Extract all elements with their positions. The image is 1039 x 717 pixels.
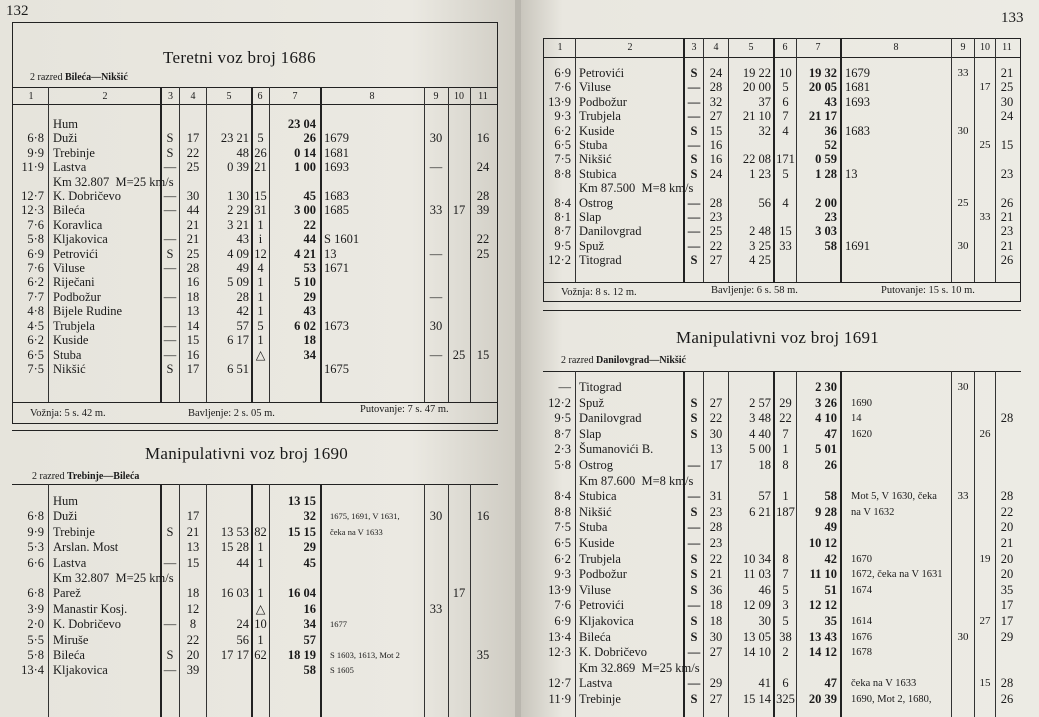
col-header: 8 bbox=[369, 91, 375, 102]
arrival-column: 13 53 15 28 44 16 03 24 56 17 17 bbox=[220, 524, 249, 663]
class-column: S — — — S — S S — — — — S bbox=[687, 66, 701, 268]
connections-column: 1679 1681 1693 1683 13 1691 bbox=[845, 66, 870, 253]
class-column: S S S — — S — — S S S — S S — — S bbox=[687, 395, 701, 706]
duration-column: 27 22 30 13 17 31 23 28 23 22 21 36 18 18 30 27 29 27 bbox=[709, 395, 723, 706]
col-header: 8 bbox=[893, 42, 899, 53]
arrival-column: 19 22 20 00 37 21 10 32 22 08 1 23 56 2 48 3 25 4 25 bbox=[742, 66, 771, 268]
col-header: 10 bbox=[980, 42, 990, 53]
col-header: 3 bbox=[168, 91, 173, 102]
col-header: 11 bbox=[1002, 42, 1012, 53]
km-column: 6·9 7·6 13·9 9·3 6·2 6·5 7·5 8·8 8·4 8·1 8·7 9·5 12·2 bbox=[548, 66, 571, 268]
connections-column: 1675, 1691, V 1631, čeka na V 1633 1677 S 1603, 1613, Mot 2 S 1605 bbox=[330, 511, 400, 676]
train-1686-title: Teretni voz broj 1686 bbox=[163, 48, 316, 67]
col11: 21 25 30 24 15 23 26 21 23 21 26 bbox=[1000, 66, 1014, 268]
train-1690-subtitle: 2 razred Trebinje—Bileća bbox=[32, 471, 140, 482]
col-header: 5 bbox=[226, 91, 232, 102]
col-header: 1 bbox=[557, 42, 563, 53]
station-column: Petrovići Viluse Podbožur Trubjela Kuside Stuba Nikšić Stubica Km 87.500 M=8 km/s Ostrog Slap Danilovgrad Spuž Titograd bbox=[579, 66, 694, 268]
col-header: 4 bbox=[190, 91, 196, 102]
class-column: S S — — — — S — — — — — S bbox=[163, 131, 177, 376]
col-header: 2 bbox=[627, 42, 633, 53]
col-header: 3 bbox=[691, 42, 697, 53]
departure-column: 13 15 32 15 15 29 45 16 04 16 34 57 18 19 58 bbox=[287, 494, 316, 678]
col11: 28 28 22 20 21 20 20 35 17 17 29 28 26 bbox=[1000, 411, 1014, 706]
total-time: Putovanje: 15 s. 10 m. bbox=[881, 285, 975, 296]
col-header: 5 bbox=[748, 42, 754, 53]
train-1691-subtitle: 2 razred Danilovgrad—Nikšić bbox=[561, 355, 686, 366]
col11: 16 35 bbox=[476, 509, 490, 663]
km-column: — 12·2 9·5 8·7 2·3 5·8 8·4 8·8 7·5 6·5 6·2 9·3 13·9 7·6 6·9 13·4 12·3 12·7 11·9 bbox=[548, 380, 571, 706]
col9: 30 33 bbox=[429, 509, 443, 616]
col-header: 7 bbox=[292, 91, 298, 102]
departure-column: 19 32 20 05 43 21 17 36 52 0 59 1 28 2 00 23 3 03 58 bbox=[808, 66, 837, 253]
km-column: 6·8 9·9 5·3 6·6 6·8 3·9 2·0 5·5 5·8 13·4 bbox=[21, 509, 44, 678]
arrival-column: 23 21 48 0 39 1 30 2 29 3 21 43 4 09 49 5 09 28 42 57 6 17 6 51 bbox=[220, 131, 249, 376]
connections-column: 1679 1681 1693 1683 1685 S 1601 13 1671 1673 1675 bbox=[324, 131, 360, 376]
total-time: Putovanje: 7 s. 47 m. bbox=[360, 404, 449, 415]
travel-time: Vožnja: 5 s. 42 m. bbox=[30, 408, 106, 419]
col-header: 6 bbox=[782, 42, 788, 53]
km-column: 6·8 9·9 11·9 12·7 12·3 7·6 5·8 6·9 7·6 6·2 7·7 4·8 4·5 6·2 6·5 7·5 bbox=[21, 131, 44, 376]
col10: 17 25 bbox=[452, 203, 466, 362]
stop-column: 82 1 1 1 △ 10 1 62 bbox=[254, 524, 267, 663]
col-header: 2 bbox=[102, 91, 108, 102]
col-header: 6 bbox=[257, 91, 263, 102]
station-column: Titograd Spuž Danilovgrad Slap Šumanovići B. Ostrog Km 87.600 M=8 km/s Stubica Nikšić Stuba Kuside Trubjela Podbožur Viluse Petrovići Kljakovica Bileća K. Dobričevo Km 32.869 M=25 km/s Lastva Trebinje bbox=[579, 380, 700, 706]
departure-column: 23 04 26 0 14 1 00 45 3 00 22 44 4 21 53 5 10 29 43 6 02 18 34 bbox=[287, 117, 316, 362]
col10: 26 19 27 15 bbox=[979, 427, 991, 690]
stop-column: 29 22 7 1 8 1 187 8 7 5 3 5 38 2 6 325 bbox=[776, 395, 795, 706]
col-header: 7 bbox=[815, 42, 821, 53]
col9: 33 30 25 30 bbox=[957, 67, 969, 252]
right-page bbox=[521, 0, 1039, 717]
col10: 17 bbox=[452, 586, 466, 601]
col-header: 9 bbox=[960, 42, 966, 53]
class-column: S — — S — bbox=[163, 524, 177, 678]
col10: 17 25 33 bbox=[979, 81, 991, 224]
train-1686-subtitle: 2 razred Bileća—Nikšić bbox=[30, 72, 128, 83]
col-header: 10 bbox=[454, 91, 464, 102]
departure-column: 2 30 3 26 4 10 47 5 01 26 58 9 28 49 10 12 42 11 10 51 12 12 35 13 43 14 12 47 20 39 bbox=[808, 380, 837, 706]
travel-time: Vožnja: 8 s. 12 m. bbox=[561, 287, 637, 298]
page-number-right: 133 bbox=[1001, 10, 1024, 26]
col9: 30 33 30 bbox=[957, 381, 969, 643]
duration-column: 24 28 32 27 15 16 16 24 28 23 25 22 27 bbox=[709, 66, 723, 268]
train-1691-title: Manipulativni voz broj 1691 bbox=[676, 328, 880, 347]
col-header: 9 bbox=[433, 91, 439, 102]
page-number-left: 132 bbox=[6, 3, 29, 19]
col-header: 1 bbox=[28, 91, 34, 102]
connections-column: 1690 14 1620 Mot 5, V 1630, čeka na V 1632 1670 1672, čeka na V 1631 1674 1614 1676 1678 čeka na V 1633 1690, Mot 2, 1680, bbox=[851, 397, 943, 705]
col-header: 11 bbox=[478, 91, 488, 102]
dwell-time: Bavljenje: 2 s. 05 m. bbox=[188, 408, 275, 419]
station-column: Hum Duži Trebinje Lastva Km 32.807 M=25 km/s K. Dobričevo Bileća Koravlica Kljakovica Petrovići Viluse Riječani Podbožur Bijele Rudine Trubjela Kuside Stuba Nikšić bbox=[53, 117, 174, 376]
train-1690-title: Manipulativni voz broj 1690 bbox=[145, 444, 349, 463]
stop-column: 10 5 6 7 4 171 5 4 15 33 bbox=[776, 66, 795, 253]
dwell-time: Bavljenje: 6 s. 58 m. bbox=[711, 285, 798, 296]
stop-column: 5 26 21 15 31 1 i 12 4 1 1 1 5 1 △ bbox=[254, 131, 267, 362]
station-column: Hum Duži Trebinje Arslan. Most Lastva Km 32.807 M=25 km/s Parež Manastir Kosj. K. Dobričevo Miruše Bileća Kljakovica bbox=[53, 494, 174, 678]
col11: 16 24 28 39 22 25 15 bbox=[476, 131, 490, 362]
arrival-column: 2 57 3 48 4 40 5 00 18 57 6 21 10 34 11 03 46 12 09 30 13 05 14 10 41 15 14 bbox=[742, 395, 771, 706]
col-header: 4 bbox=[713, 42, 719, 53]
duration-column: 17 21 13 15 18 12 8 22 20 39 bbox=[186, 509, 200, 678]
col9: 30 — 33 — — 30 — bbox=[429, 131, 443, 362]
left-page bbox=[0, 0, 515, 717]
duration-column: 17 22 25 30 44 21 21 25 28 16 18 13 14 15 16 17 bbox=[186, 131, 200, 376]
